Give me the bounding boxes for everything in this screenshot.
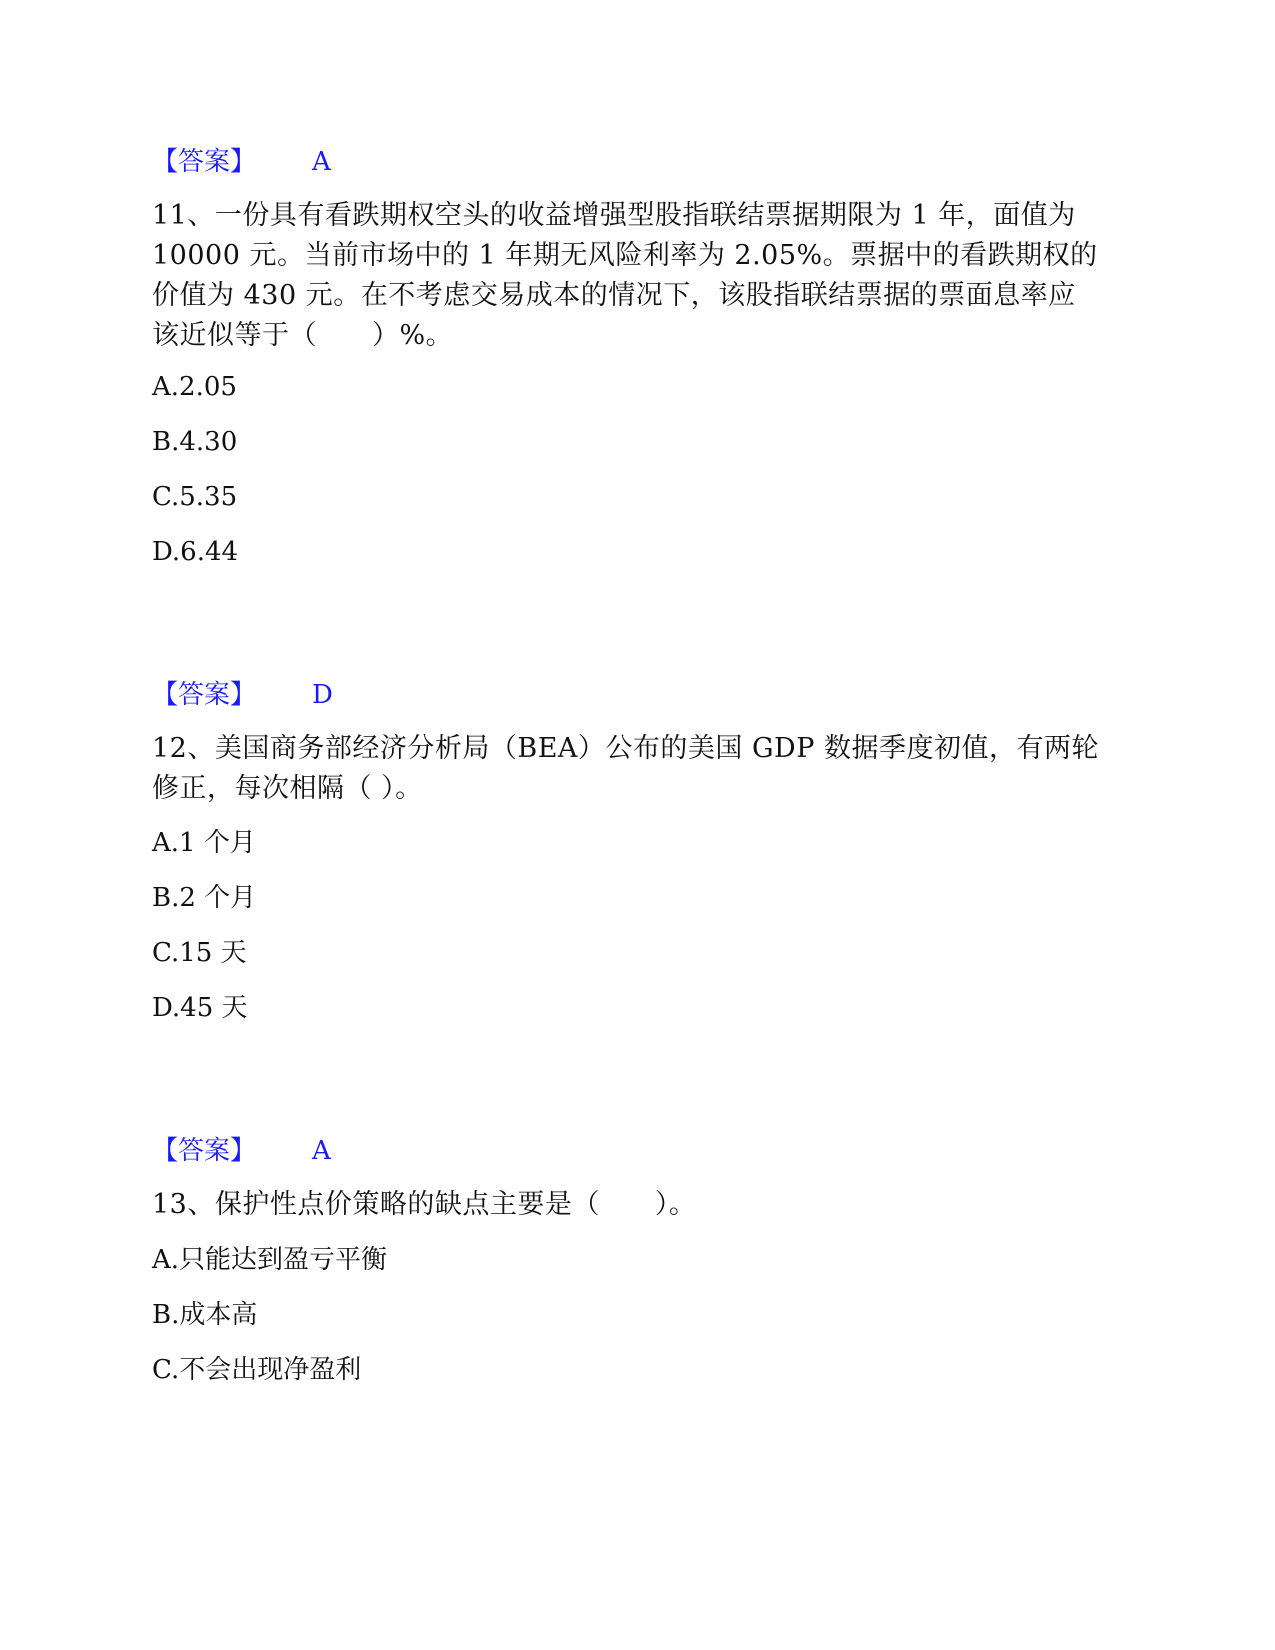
option-c: C.15 天 bbox=[152, 938, 247, 968]
option-a: A.2.05 bbox=[152, 372, 237, 402]
answer-label: 【答案】 bbox=[152, 680, 257, 710]
answer-value: D bbox=[312, 680, 333, 710]
question-text-line: 该近似等于（ ）%。 bbox=[152, 320, 454, 351]
option-c: C.不会出现净盈利 bbox=[152, 1355, 362, 1385]
answer-label: 【答案】 bbox=[152, 1136, 257, 1166]
option-c: C.5.35 bbox=[152, 482, 238, 512]
option-b: B.成本高 bbox=[152, 1300, 258, 1330]
option-b: B.4.30 bbox=[152, 427, 238, 457]
question-text-line: 10000 元。当前市场中的 1 年期无风险利率为 2.05%。票据中的看跌期权的 bbox=[152, 240, 1098, 271]
option-d: D.6.44 bbox=[152, 537, 239, 567]
question-text-line: 11、一份具有看跌期权空头的收益增强型股指联结票据期限为 1 年，面值为 bbox=[152, 200, 1076, 231]
answer-label: 【答案】 bbox=[152, 147, 257, 177]
question-13 bbox=[152, 1185, 1112, 1225]
answer-line bbox=[152, 1134, 331, 1168]
answer-value: A bbox=[312, 1136, 331, 1166]
question-text-line: 修正，每次相隔（ ）。 bbox=[152, 773, 423, 804]
question-text-line: 13、保护性点价策略的缺点主要是（ ）。 bbox=[152, 1189, 697, 1220]
option-b: B.2 个月 bbox=[152, 883, 257, 913]
answer-line bbox=[152, 145, 331, 179]
option-d: D.45 天 bbox=[152, 993, 248, 1023]
answer-line bbox=[152, 678, 333, 712]
question-text-line: 12、美国商务部经济分析局（BEA）公布的美国 GDP 数据季度初值，有两轮 bbox=[152, 733, 1099, 764]
option-a: A.只能达到盈亏平衡 bbox=[152, 1245, 388, 1275]
question-text-line: 价值为 430 元。在不考虑交易成本的情况下，该股指联结票据的票面息率应 bbox=[152, 280, 1076, 311]
question-12 bbox=[152, 729, 1112, 809]
option-a: A.1 个月 bbox=[152, 828, 256, 858]
question-11 bbox=[152, 196, 1112, 356]
answer-value: A bbox=[312, 147, 331, 177]
